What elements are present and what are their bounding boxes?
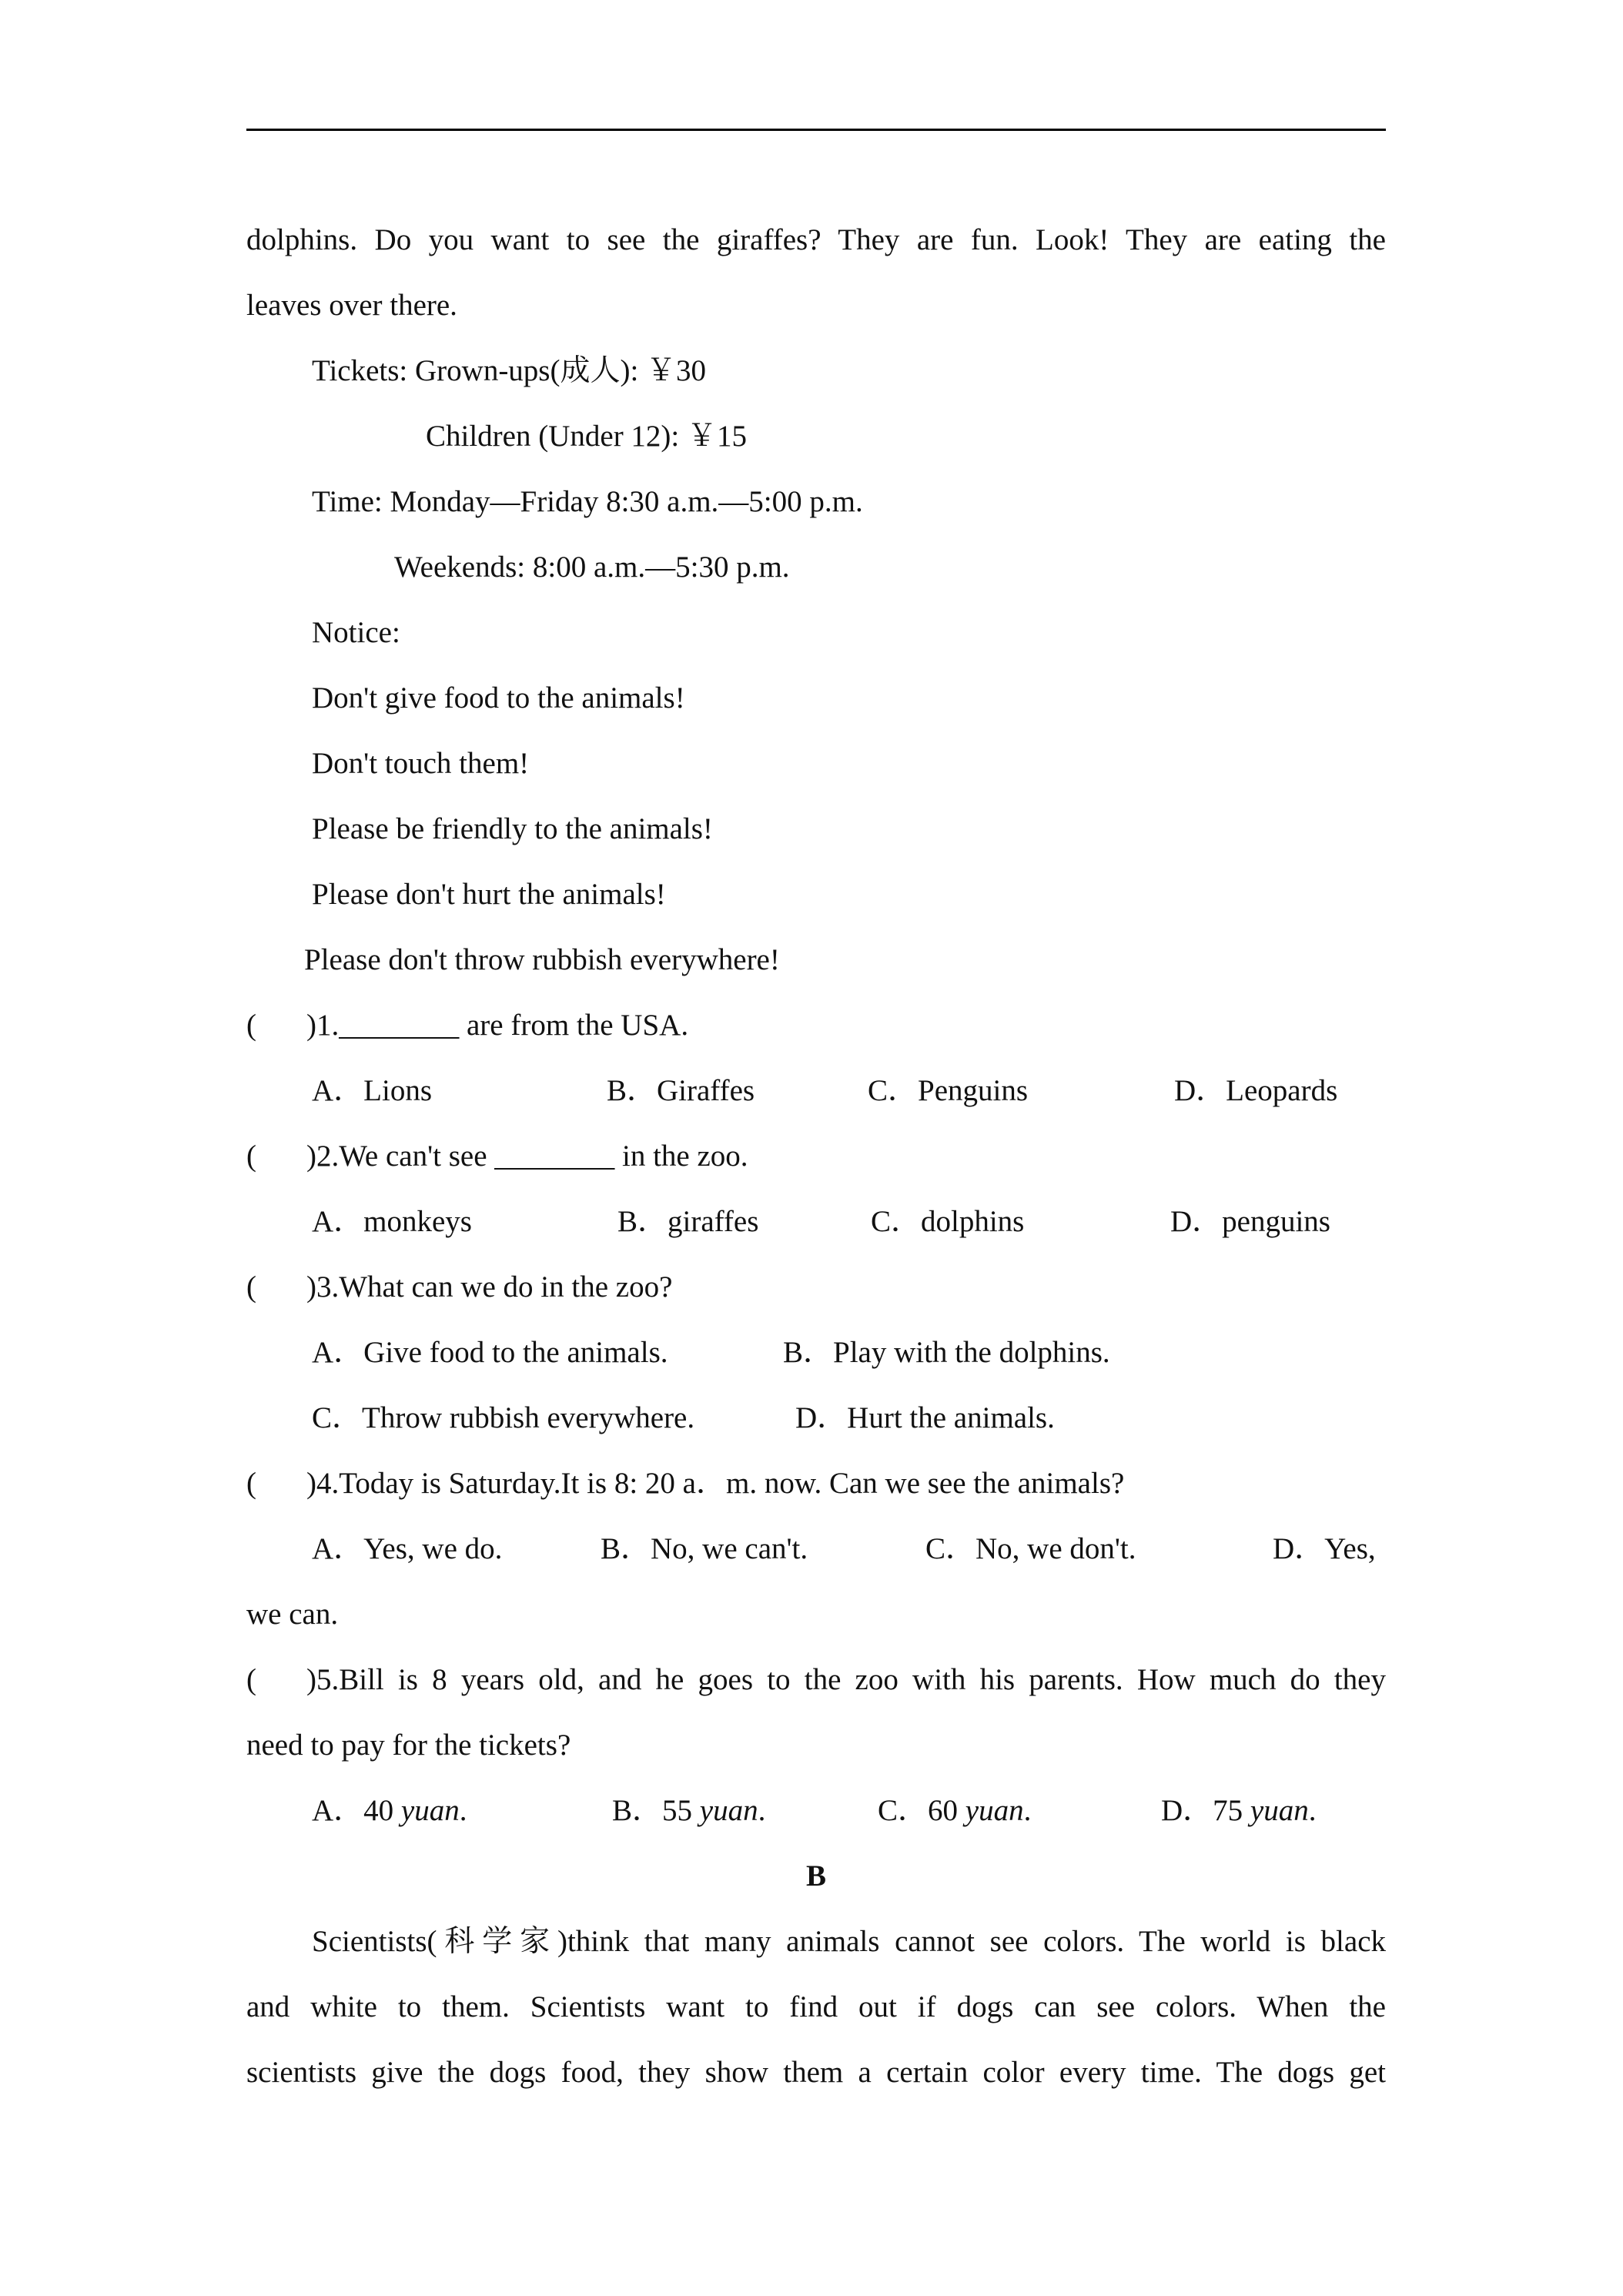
option-d: D．75 yuan.: [1161, 1794, 1317, 1827]
passage-line: scientists give the dogs food, they show them a certain color every time. The dogs get: [246, 2056, 1386, 2089]
option-c: C．dolphins: [871, 1205, 1025, 1238]
question-stem: )1.________ are from the USA.: [306, 1009, 689, 1042]
question-stem: )2.We can't see ________ in the zoo.: [306, 1140, 748, 1173]
question-stem: )4.Today is Saturday.It is 8: 20 a．m. now. Can we see the animals?: [306, 1467, 1125, 1500]
answer-paren: (: [246, 1663, 256, 1696]
option-d: D．Yes,: [1273, 1532, 1376, 1565]
notice-item: Please don't hurt the animals!: [312, 878, 666, 911]
option-c: C．60 yuan.: [878, 1794, 1032, 1827]
option-c: C．Throw rubbish everywhere.: [312, 1401, 695, 1434]
option-a: A．monkeys: [312, 1205, 472, 1238]
passage-line: leaves over there.: [246, 289, 457, 322]
answer-paren: (: [246, 1270, 256, 1304]
notice-item: Don't give food to the animals!: [312, 681, 685, 715]
option-a: A．Yes, we do.: [312, 1532, 503, 1565]
option-continuation: we can.: [246, 1598, 339, 1631]
option-b: B．55 yuan.: [612, 1794, 766, 1827]
option-b: B．Giraffes: [607, 1074, 755, 1107]
answer-paren: (: [246, 1009, 256, 1042]
section-heading: B: [805, 1859, 826, 1893]
question-stem-continued: need to pay for the tickets?: [246, 1729, 571, 1762]
option-a: A．Lions: [312, 1074, 433, 1107]
question-stem: )5.Bill is 8 years old, and he goes to the zoo with his parents. How much do they: [306, 1663, 1386, 1696]
option-d: D．penguins: [1170, 1205, 1330, 1238]
option-b: B．Play with the dolphins.: [783, 1336, 1110, 1369]
answer-paren: (: [246, 1140, 256, 1173]
option-c: C．Penguins: [868, 1074, 1029, 1107]
notice-heading: Notice:: [312, 616, 400, 649]
passage-line: dolphins. Do you want to see the giraffes? They are fun. Look! They are eating the: [246, 223, 1386, 256]
option-a: A．40 yuan.: [312, 1794, 467, 1827]
tickets-children: Children (Under 12): ￥15: [426, 420, 748, 453]
notice-item: Please be friendly to the animals!: [312, 812, 713, 845]
passage-line: Scientists(科学家)think that many animals cannot see colors. The world is black: [312, 1925, 1386, 1958]
tickets-grownups: Tickets: Grown-ups(成人): ￥30: [312, 354, 707, 387]
option-a: A．Give food to the animals.: [312, 1336, 668, 1369]
header-rule: [246, 129, 1386, 131]
time-weekdays: Time: Monday—Friday 8:30 a.m.—5:00 p.m.: [312, 485, 863, 518]
answer-paren: (: [246, 1467, 256, 1500]
option-d: D．Leopards: [1174, 1074, 1338, 1107]
option-c: C．No, we don't.: [925, 1532, 1136, 1565]
notice-item: Please don't throw rubbish everywhere!: [304, 943, 780, 976]
question-stem: )3.What can we do in the zoo?: [306, 1270, 673, 1304]
option-d: D．Hurt the animals.: [795, 1401, 1055, 1434]
option-b: B．No, we can't.: [601, 1532, 808, 1565]
notice-item: Don't touch them!: [312, 747, 530, 780]
option-b: B．giraffes: [617, 1205, 759, 1238]
passage-line: and white to them. Scientists want to find out if dogs can see colors. When the: [246, 1990, 1386, 2023]
time-weekends: Weekends: 8:00 a.m.—5:30 p.m.: [394, 551, 790, 584]
